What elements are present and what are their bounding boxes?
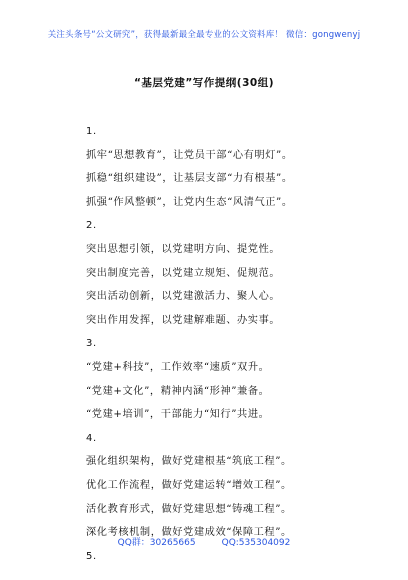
outline-line: 突出活动创新，以党建激活力、聚人心。 — [86, 291, 281, 303]
outline-line: “党建+培训”，干部能力“知行”共进。 — [86, 409, 270, 421]
document-body — [86, 120, 386, 568]
section-number: 2. — [86, 220, 97, 232]
section-number: 5. — [86, 550, 97, 562]
outline-line: “党建+文化”，精神内涵“形神”兼备。 — [86, 385, 270, 397]
footer — [0, 535, 408, 548]
outline-line: 深化考核机制，做好党建成效“保障工程”。 — [86, 527, 292, 539]
outline-line: “党建+科技”，工作效率“速质”双升。 — [86, 361, 270, 373]
qq-group-text: QQ群：30265665 — [117, 538, 196, 548]
outline-line: 优化工作流程，做好党建运转“增效工程”。 — [86, 479, 292, 491]
outline-line: 活化教育形式，做好党建思想“铸魂工程”。 — [86, 503, 292, 515]
section-number: 1. — [86, 126, 97, 137]
section-number: 3. — [86, 338, 97, 350]
outline-line: 抓稳“组织建设”，让基层支部“力有根基”。 — [86, 173, 293, 185]
document-title: “基层党建”写作提纲(30组) — [133, 77, 274, 89]
outline-line: 抓强“作风整顿”，让党内生态“风清气正”。 — [86, 196, 293, 208]
outline-line: 突出作用发挥，以党建解难题、办实事。 — [86, 314, 281, 326]
qq-contact-text: QQ:535304092 — [221, 538, 291, 548]
outline-line: 强化组织架构，做好党建根基“筑底工程”。 — [86, 456, 292, 468]
section-number: 4. — [86, 432, 97, 444]
outline-line: 抓牢“思想教育”，让党员干部“心有明灯”。 — [86, 149, 293, 161]
header-banner: 关注头条号“公文研究”，获得最新最全最专业的公文资料库！ 微信：gongwenyj — [47, 30, 361, 40]
outline-line: 突出制度完善，以党建立规矩、促规范。 — [86, 267, 281, 279]
outline-line: 突出思想引领，以党建明方向、提党性。 — [86, 243, 281, 255]
